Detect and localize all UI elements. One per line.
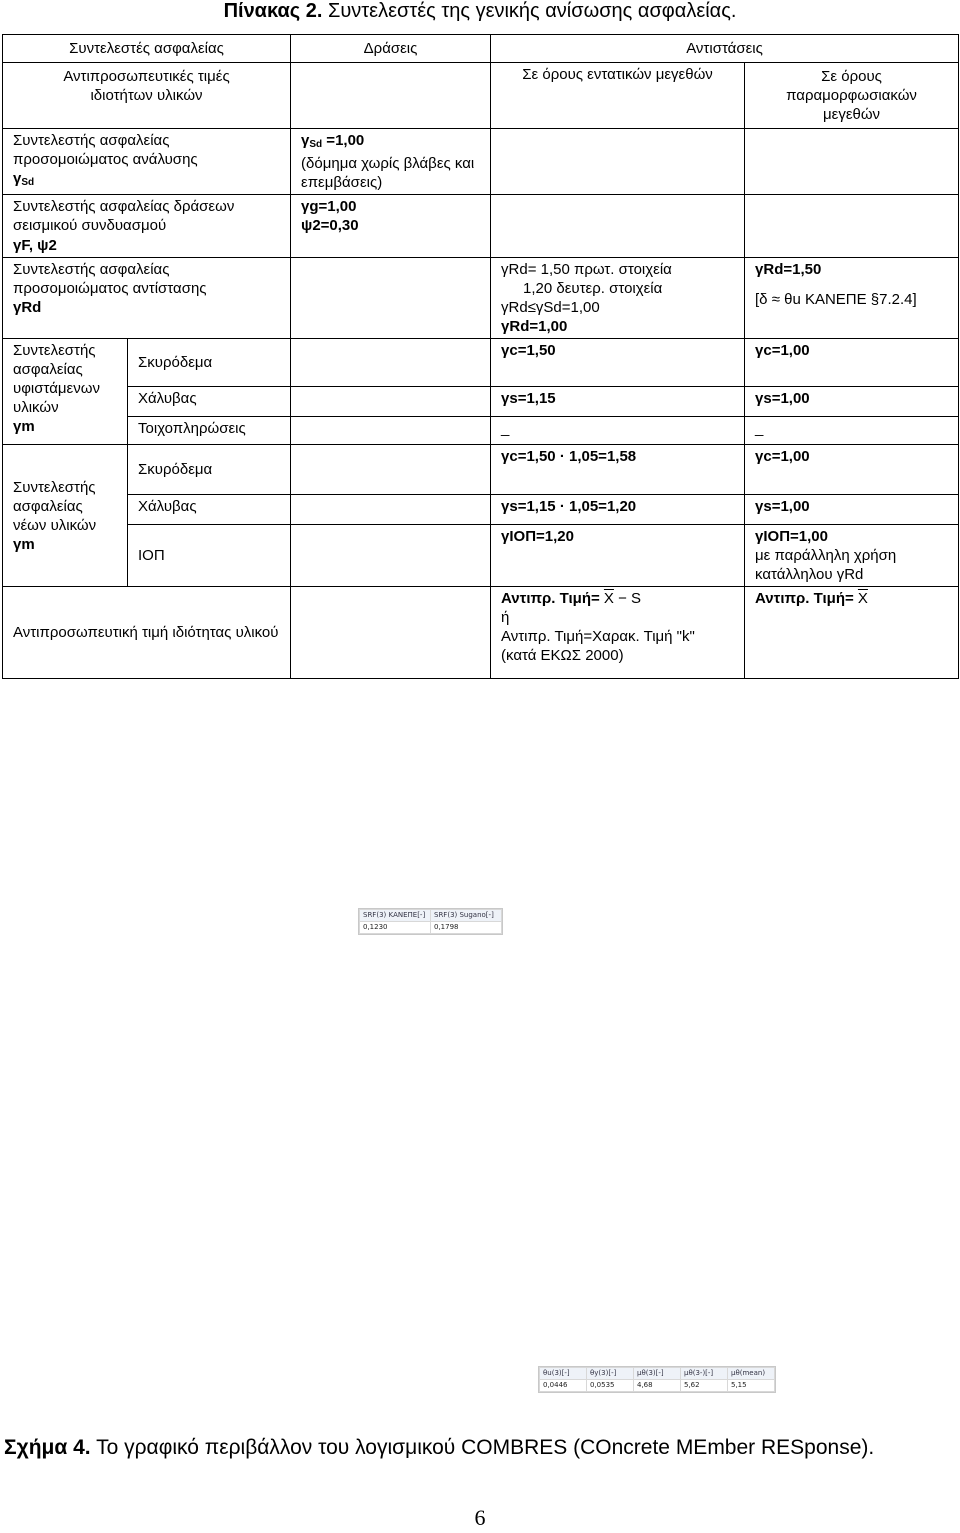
safety-factors-table bbox=[2, 34, 959, 679]
page-number: 6 bbox=[474, 1505, 486, 1530]
existing-concrete-def: γc=1,00 bbox=[745, 339, 959, 387]
mini2-value-1: 0,0446 bbox=[540, 1380, 587, 1392]
mini2-header-5: μθ(mean) bbox=[728, 1368, 775, 1380]
mini2-value-5: 5,15 bbox=[728, 1380, 775, 1392]
header-actions: Δράσεις bbox=[291, 35, 491, 63]
new-concrete: Σκυρόδεμα bbox=[128, 445, 291, 495]
row-rep-deform: Αντιπρ. $T\iota\mu ή= \overline{X}$ bbox=[745, 587, 959, 679]
existing-concrete: Σκυρόδεμα bbox=[128, 339, 291, 387]
mini2-header-3: μθ(3)[-] bbox=[634, 1368, 681, 1380]
mini1-header-2: SRF(3) Sugano[-] bbox=[431, 910, 502, 922]
row-sd-label: Συντελεστής ασφαλείας προσομοιώματος ανάλυσης γSd bbox=[3, 129, 291, 195]
mini1-header-1: SRF(3) ΚΑΝΕΠΕ[-] bbox=[360, 910, 431, 922]
new-steel-def: γs=1,00 bbox=[745, 495, 959, 525]
row-rd-internal: γRd= 1,50 πρωτ. στοιχεία 1,20 δευτερ. στοιχεία γRd≤γSd=1,00 γRd=1,00 bbox=[491, 258, 745, 339]
row-rep-internal: Αντιπρ. $T\iota\mu ή= \overline{X} - S$ ή Αντιπρ. Τιμή=Χαρακ. Τιμή "k" (κατά ΕΚΩΣ 2000) bbox=[491, 587, 745, 679]
row-seismic-label: Συντελεστής ασφαλείας δράσεων σεισμικού συνδυασμού γF, ψ2 bbox=[3, 195, 291, 258]
header-deformations: Σε όρους παραμορφωσιακών μεγεθών bbox=[745, 63, 959, 129]
header-safety-factors: Συντελεστές ασφαλείας bbox=[3, 35, 291, 63]
existing-steel-def: γs=1,00 bbox=[745, 387, 959, 417]
new-steel-int: γs=1,15 · 1,05=1,20 bbox=[491, 495, 745, 525]
existing-concrete-int: γc=1,50 bbox=[491, 339, 745, 387]
new-concrete-int: γc=1,50 · 1,05=1,58 bbox=[491, 445, 745, 495]
existing-steel-int: γs=1,15 bbox=[491, 387, 745, 417]
mini2-value-4: 5,62 bbox=[681, 1380, 728, 1392]
mini2-header-2: θy(3)[-] bbox=[587, 1368, 634, 1380]
mini1-value-1: 0,1230 bbox=[360, 922, 431, 934]
row-rd-label: Συντελεστής ασφαλείας προσομοιώματος αντίστασης γRd bbox=[3, 258, 291, 339]
row-existing-label: Συντελεστής ασφαλείας υφιστάμενων υλικών γm bbox=[3, 339, 128, 445]
existing-steel: Χάλυβας bbox=[128, 387, 291, 417]
new-iop: ΙΟΠ bbox=[128, 525, 291, 587]
existing-infill: Τοιχοπληρώσεις bbox=[128, 417, 291, 445]
new-steel: Χάλυβας bbox=[128, 495, 291, 525]
row-rep-label: Αντιπροσωπευτική τιμή ιδιότητας υλικού bbox=[3, 587, 291, 679]
figure-caption: Σχήμα 4. Το γραφικό περιβάλλον του λογισμικού COMBRES (COncrete MEmber RESponse). bbox=[4, 1436, 875, 1459]
table-title: Πίνακας 2. Συντελεστές της γενικής ανίσωσης ασφαλείας. bbox=[223, 0, 737, 22]
existing-infill-int: _ bbox=[491, 417, 745, 445]
row-sd-actions: γSd =1,00 (δόμημα χωρίς βλάβες και επεμβάσεις) bbox=[291, 129, 491, 195]
row-new-label: Συντελεστής ασφαλείας νέων υλικών γm bbox=[3, 445, 128, 587]
new-concrete-def: γc=1,00 bbox=[745, 445, 959, 495]
mini2-header-4: μθ(3-)[-] bbox=[681, 1368, 728, 1380]
header-rep-values: Αντιπροσωπευτικές τιμές ιδιοτήτων υλικών bbox=[3, 63, 291, 129]
existing-infill-def: _ bbox=[745, 417, 959, 445]
new-iop-def: γΙΟΠ=1,00 με παράλληλη χρήση κατάλληλου γRd bbox=[745, 525, 959, 587]
software-output-table-2 bbox=[538, 1366, 776, 1393]
new-iop-int: γΙΟΠ=1,20 bbox=[491, 525, 745, 587]
row-rd-deform: γRd=1,50 [δ ≈ θu ΚΑΝΕΠΕ §7.2.4] bbox=[745, 258, 959, 339]
mini1-value-2: 0,1798 bbox=[431, 922, 502, 934]
mini2-value-2: 0,0535 bbox=[587, 1380, 634, 1392]
software-output-table-1 bbox=[358, 908, 503, 935]
header-resistances: Αντιστάσεις bbox=[491, 35, 959, 63]
mini2-header-1: θu(3)[-] bbox=[540, 1368, 587, 1380]
header-internal-forces: Σε όρους εντατικών μεγεθών bbox=[491, 63, 745, 129]
row-seismic-actions: γg=1,00 ψ2=0,30 bbox=[291, 195, 491, 258]
mini2-value-3: 4,68 bbox=[634, 1380, 681, 1392]
